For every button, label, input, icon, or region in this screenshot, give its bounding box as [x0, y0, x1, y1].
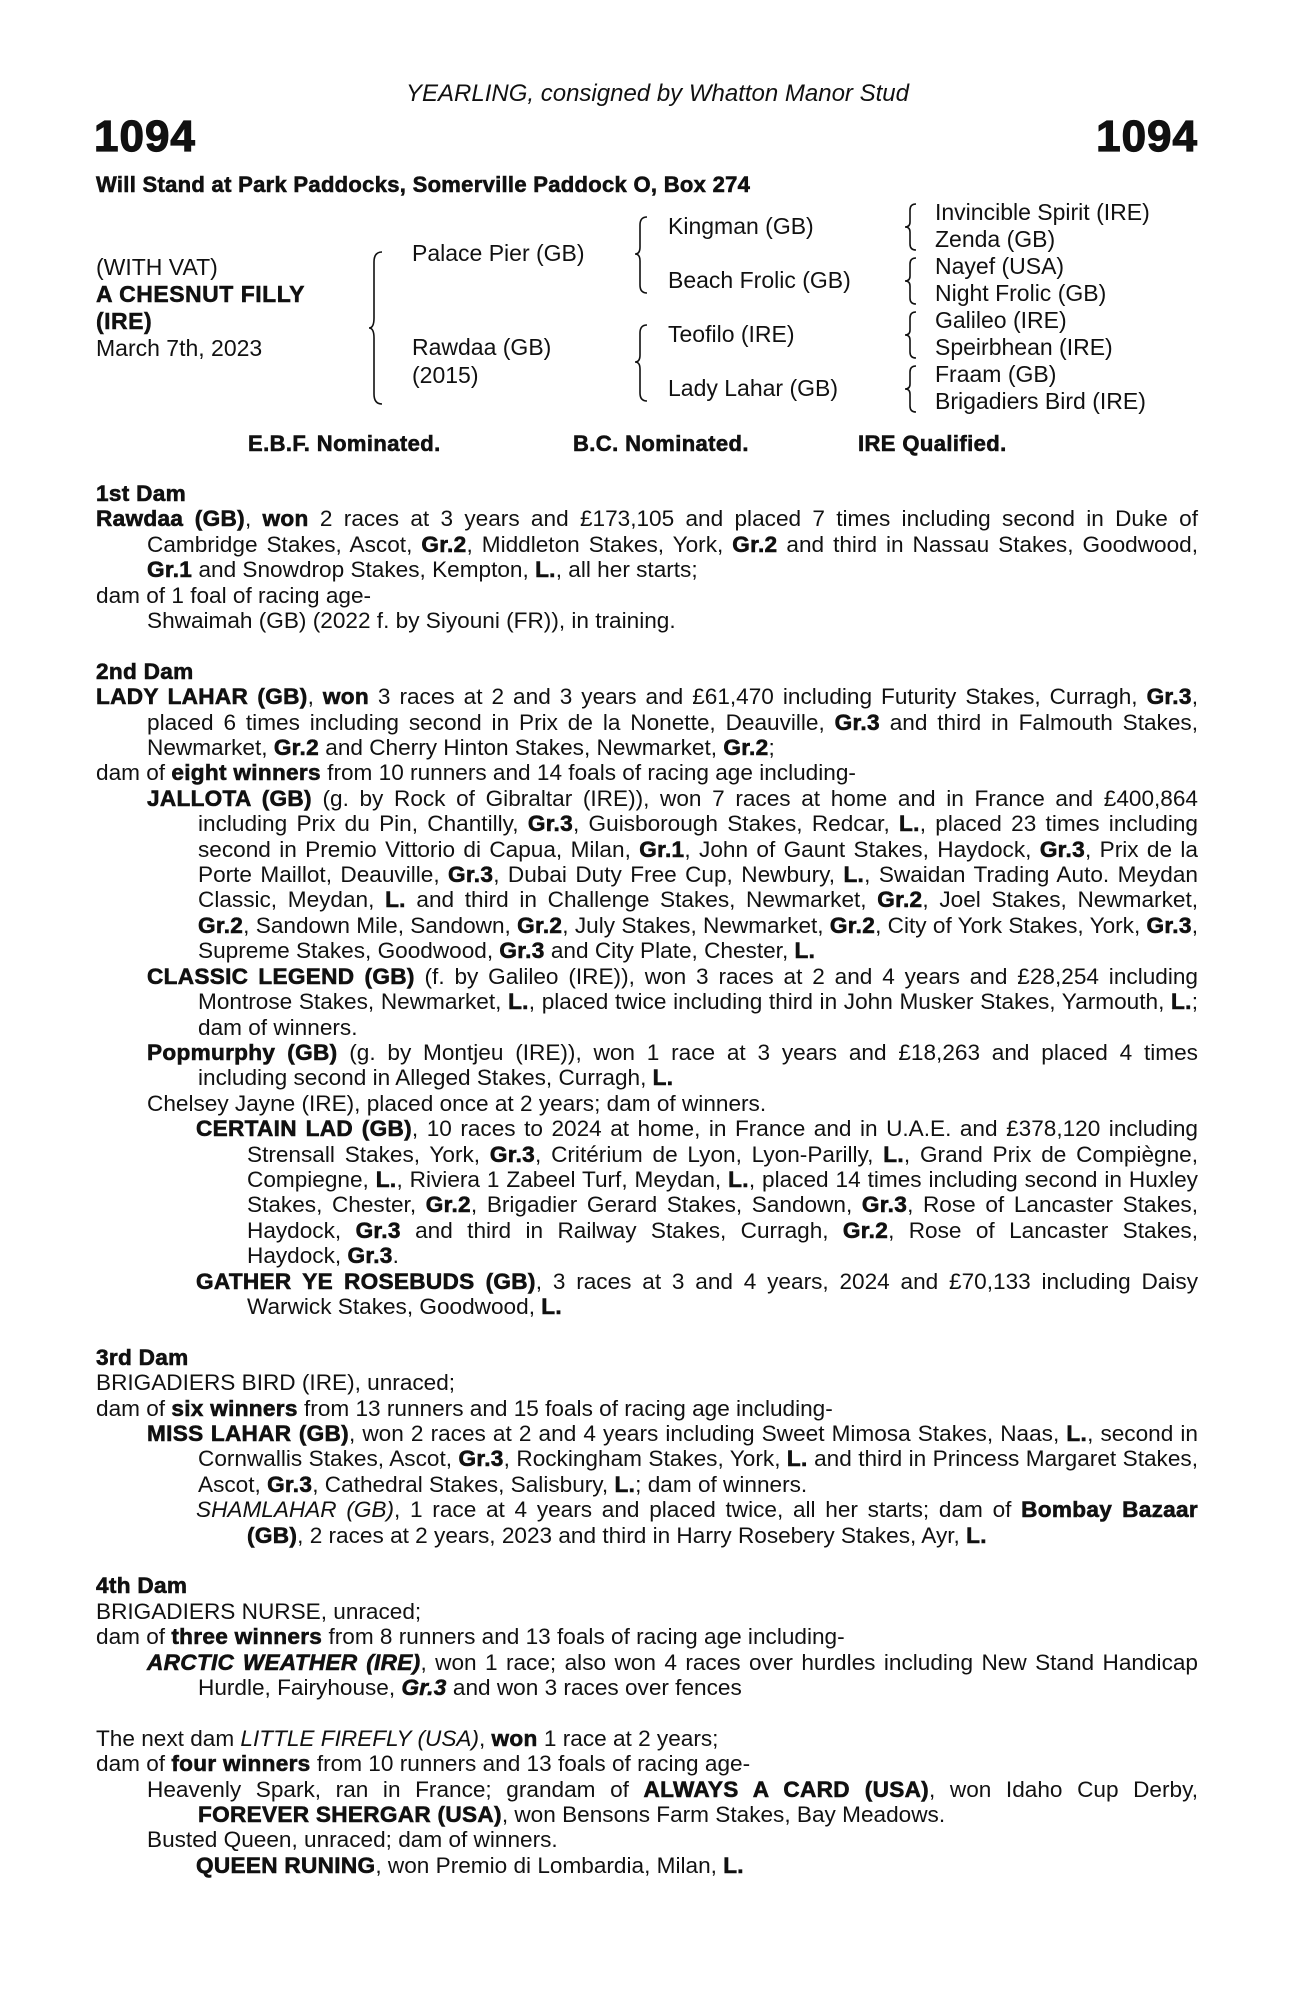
emphasis-text: Gr.3	[448, 862, 494, 888]
entry-text: 3 races at 2 and 3 years and £61,470 including Futurity Stakes, Curragh,	[368, 684, 1147, 710]
pedigree-gen3: Nayef (USA)	[935, 253, 1065, 279]
emphasis-text: L.	[966, 1522, 987, 1548]
pedigree-gen3: Speirbhean (IRE)	[935, 334, 1113, 360]
entry-text: , Joel Stakes, Newmarket,	[922, 887, 1198, 913]
emphasis-text: Gr.3	[861, 1192, 908, 1218]
entry-text: ,	[478, 1725, 492, 1751]
entry-text: , 3 races at 3 and 4 years, 2024 and £70,133 including Daisy Warwick Stakes, Goodwood,	[247, 1268, 1198, 1319]
entry-text: and third in Railway Stakes, Curragh,	[400, 1217, 843, 1243]
emphasis-text: won	[262, 506, 309, 532]
emphasis-text: Gr.3	[458, 1446, 504, 1472]
emphasis-text: four winners	[171, 1751, 311, 1777]
dam-section	[96, 1345, 1198, 1548]
emphasis-text: L.	[794, 938, 816, 964]
entry-text: , placed 14 times including second in Huxley Stakes, Chester,	[247, 1166, 1198, 1218]
pedigree-gen2: Teofilo (IRE)	[668, 321, 795, 347]
emphasis-text: Gr.3	[1146, 684, 1192, 710]
entry-text: , 10 races to 2024 at home, in France and in U.A.E. and £378,120 including Strensall Stakes, York,	[247, 1116, 1198, 1167]
dam-section	[96, 481, 1198, 633]
catalogue-header: YEARLING, consigned by Whatton Manor Stud	[406, 80, 909, 107]
entry-text: dam of 1 foal of racing age-	[96, 582, 372, 608]
emphasis-text: Gr.3	[834, 709, 880, 735]
pedigree-gen3: Brigadiers Bird (IRE)	[935, 388, 1146, 414]
entry-text: Busted Queen, unraced; dam of winners.	[147, 1827, 558, 1853]
entry-text: ; dam of winners.	[198, 989, 1198, 1040]
entry-text: and City Plate, Chester,	[544, 938, 795, 964]
dam-section	[96, 1573, 1198, 1700]
emphasis-text: Gr.2	[732, 531, 778, 557]
record-entry	[96, 1370, 1198, 1395]
entry-text: and third in Nassau Stakes, Goodwood,	[777, 531, 1199, 557]
entry-text: (f. by Galileo (IRE)), won 3 races at 2 and 4 years and £28,254 including Montrose Stakes, Newmarket,	[198, 963, 1198, 1015]
emphasis-text: three winners	[171, 1624, 323, 1650]
emphasis-text: Gr.2	[829, 912, 876, 938]
entry-text: , 2 races at 2 years, 2023 and third in Harry Rosebery Stakes, Ayr,	[297, 1522, 967, 1548]
entry-text: from 10 runners and 13 foals of racing age-	[310, 1751, 751, 1777]
emphasis-text: LITTLE FIREFLY (USA)	[240, 1725, 479, 1751]
section-heading: 3rd Dam	[96, 1344, 189, 1370]
entry-text: (g. by Rock of Gibraltar (IRE)), won 7 races at home and in France and £400,864 including Prix du Pin, Chantilly,	[198, 785, 1198, 837]
emphasis-text: FOREVER SHERGAR (USA)	[198, 1802, 502, 1828]
section-heading: 2nd Dam	[96, 658, 194, 684]
emphasis-text: six winners	[171, 1395, 298, 1421]
entry-text: , Rose of Lancaster Stakes, Haydock,	[247, 1217, 1199, 1269]
section-heading: 4th Dam	[96, 1573, 188, 1599]
emphasis-text: L.	[786, 1446, 808, 1472]
record-entry	[96, 1396, 1198, 1421]
entry-text: , Sandown Mile, Sandown,	[243, 912, 518, 938]
emphasis-text: L.	[614, 1471, 636, 1497]
entry-text: , won Idaho Cup Derby,	[929, 1776, 1198, 1802]
emphasis-text: L.	[541, 1293, 562, 1319]
pedigree-dam-year: (2015)	[412, 362, 479, 388]
entry-text: , 1 race at 4 years and placed twice, all her starts; dam of	[394, 1497, 1022, 1523]
brace-gen3	[904, 256, 920, 306]
emphasis-text: Gr.1	[147, 557, 193, 583]
entry-text: .	[392, 1243, 399, 1269]
dam-section	[96, 659, 1198, 1320]
stand-info: Will Stand at Park Paddocks, Somerville Paddock O, Box 274	[96, 172, 751, 197]
pedigree-gen3: Galileo (IRE)	[935, 307, 1067, 333]
emphasis-text: L.	[843, 862, 865, 888]
record-entry	[96, 1091, 1198, 1116]
record-entry	[96, 506, 1198, 582]
pedigree-dam: Rawdaa (GB)	[412, 334, 552, 360]
entry-text: and third in Challenge Stakes, Newmarket,	[405, 887, 878, 913]
emphasis-text: Gr.2	[723, 735, 769, 761]
entry-text: , second in Cornwallis Stakes, Ascot,	[198, 1421, 1198, 1472]
emphasis-text: Gr.3	[489, 1141, 536, 1167]
entry-text: , placed 23 times including second in Premio Vittorio di Capua, Milan,	[198, 811, 1198, 862]
emphasis-text: Gr.2	[842, 1217, 889, 1243]
pedigree-gen2: Beach Frolic (GB)	[668, 267, 851, 293]
lot-name: A CHESNUT FILLY	[96, 281, 305, 307]
brace-dam	[634, 323, 652, 403]
entry-text: dam of	[96, 760, 172, 786]
emphasis-text: JALLOTA (GB)	[147, 785, 312, 811]
emphasis-text: Gr.1	[639, 836, 685, 862]
foaling-date: March 7th, 2023	[96, 335, 263, 361]
entry-text: , City of York Stakes, York,	[875, 912, 1147, 938]
emphasis-text: Gr.2	[198, 912, 244, 938]
emphasis-text: eight winners	[171, 760, 321, 786]
emphasis-text: Popmurphy (GB)	[147, 1039, 338, 1065]
entry-text: , placed twice including third in John Musker Stakes, Yarmouth,	[528, 989, 1172, 1015]
brace-sire	[634, 215, 652, 295]
emphasis-text: Gr.2	[421, 531, 467, 557]
record-entry	[96, 684, 1198, 760]
entry-text: , won 2 races at 2 and 4 years including Sweet Mimosa Stakes, Naas,	[348, 1421, 1067, 1446]
entry-text: dam of	[96, 1395, 172, 1421]
entry-text: , Supreme Stakes, Goodwood,	[198, 912, 1198, 964]
entry-text: ,	[307, 684, 323, 710]
record-entry	[96, 1726, 1198, 1751]
ire-qualification: IRE Qualified.	[858, 431, 1007, 456]
entry-text: from 13 runners and 15 foals of racing age including-	[297, 1395, 833, 1421]
entry-text: BRIGADIERS BIRD (IRE), unraced;	[96, 1370, 456, 1396]
entry-text: , July Stakes, Newmarket,	[562, 912, 830, 938]
pedigree-sire: Palace Pier (GB)	[412, 240, 585, 266]
emphasis-text: LADY LAHAR (GB)	[96, 684, 308, 710]
emphasis-text: L.	[385, 887, 406, 913]
emphasis-text: CERTAIN LAD (GB)	[196, 1116, 412, 1142]
record-entry	[96, 1777, 1198, 1828]
emphasis-text: L.	[1171, 989, 1192, 1015]
entry-text: ,	[244, 506, 263, 532]
pedigree-gen3: Night Frolic (GB)	[935, 280, 1107, 306]
entry-text: Shwaimah (GB) (2022 f. by Siyouni (FR)), in training.	[147, 608, 676, 634]
dam-section	[96, 1726, 1198, 1878]
emphasis-text: Gr.3	[401, 1675, 447, 1701]
entry-text: and third in Princess Margaret Stakes, Ascot,	[198, 1446, 1198, 1497]
emphasis-text: L.	[728, 1166, 749, 1192]
ebf-nomination: E.B.F. Nominated.	[248, 431, 441, 456]
entry-text: and third in Falmouth Stakes, Newmarket,	[147, 709, 1198, 761]
entry-text: ;	[768, 735, 775, 761]
entry-text: , Riviera 1 Zabeel Turf, Meydan,	[396, 1166, 729, 1192]
emphasis-text: ALWAYS A CARD (USA)	[643, 1776, 930, 1802]
entry-text: , Middleton Stakes, York,	[466, 531, 733, 557]
pedigree-gen2: Kingman (GB)	[668, 213, 814, 239]
entry-text: , John of Gaunt Stakes, Haydock,	[684, 836, 1040, 862]
emphasis-text: ARCTIC WEATHER (IRE)	[147, 1649, 421, 1675]
entry-text: , Grand Prix de Compiègne, Compiegne,	[247, 1141, 1198, 1192]
emphasis-text: Gr.3	[1146, 912, 1192, 938]
emphasis-text: Gr.3	[355, 1217, 401, 1243]
entry-text: , Guisborough Stakes, Redcar,	[573, 811, 900, 837]
record-entry	[96, 1827, 1198, 1852]
record-entry	[96, 1599, 1198, 1624]
entry-text: , Brigadier Gerard Stakes, Sandown,	[470, 1192, 862, 1218]
emphasis-text: Gr.3	[527, 811, 573, 837]
record-entry	[96, 964, 1198, 1040]
emphasis-text: Gr.2	[517, 912, 563, 938]
entry-text: The next dam	[96, 1725, 241, 1751]
record-entry	[96, 760, 1198, 785]
record-entry	[96, 1497, 1198, 1548]
entry-text: (g. by Montjeu (IRE)), won 1 race at 3 years and £18,263 and placed 4 times including second in Alleged Stakes, Curragh,	[198, 1039, 1198, 1091]
entry-text: , Rockingham Stakes, York,	[503, 1446, 787, 1472]
record-entry	[96, 1040, 1198, 1091]
lot-number-right: 1094	[1096, 112, 1198, 161]
entry-text: , Cathedral Stakes, Salisbury,	[312, 1471, 615, 1497]
brace-gen3	[904, 310, 920, 360]
record-entry	[96, 1650, 1198, 1701]
entry-text: and Cherry Hinton Stakes, Newmarket,	[318, 735, 724, 761]
emphasis-text: Rawdaa (GB)	[96, 506, 245, 532]
emphasis-text: Gr.2	[273, 735, 319, 761]
emphasis-text: SHAMLAHAR (GB)	[196, 1497, 395, 1523]
emphasis-text: L.	[723, 1852, 744, 1878]
entry-text: Chelsey Jayne (IRE), placed once at 2 years; dam of winners.	[147, 1090, 767, 1116]
entry-text: , Critérium de Lyon, Lyon-Parilly,	[535, 1141, 884, 1167]
record-entry	[96, 1624, 1198, 1649]
emphasis-text: Gr.2	[425, 1192, 471, 1218]
entry-text: , won 1 race; also won 4 races over hurdles including New Stand Handicap Hurdle, Fairyhouse,	[198, 1649, 1198, 1701]
entry-text: from 8 runners and 13 foals of racing age including-	[322, 1624, 845, 1650]
emphasis-text: L.	[375, 1166, 397, 1192]
pedigree-gen3: Fraam (GB)	[935, 361, 1057, 387]
record-entry	[96, 1116, 1198, 1268]
vat-note: (WITH VAT)	[96, 254, 218, 280]
record-entry	[96, 786, 1198, 964]
brace-gen3	[904, 364, 920, 414]
entry-text: 1 race at 2 years;	[537, 1725, 719, 1751]
entry-text: and Snowdrop Stakes, Kempton,	[192, 557, 536, 583]
bc-nomination: B.C. Nominated.	[573, 431, 749, 456]
emphasis-text: MISS LAHAR (GB)	[147, 1421, 349, 1446]
emphasis-text: QUEEN RUNING	[196, 1852, 376, 1878]
entry-text: , Dubai Duty Free Cup, Newbury,	[493, 862, 844, 888]
record-entry	[96, 583, 1198, 608]
entry-text: , Swaidan Trading Auto. Meydan Classic, Meydan,	[198, 862, 1198, 913]
emphasis-text: L.	[1066, 1421, 1088, 1446]
entry-text: dam of	[96, 1624, 172, 1650]
emphasis-text: L.	[535, 557, 556, 583]
emphasis-text: Bombay Bazaar (GB)	[247, 1497, 1199, 1548]
emphasis-text: Gr.3	[347, 1243, 393, 1269]
entry-text: , all her starts;	[555, 557, 698, 583]
emphasis-text: L.	[508, 989, 529, 1015]
lot-number-left: 1094	[94, 112, 196, 161]
section-heading: 1st Dam	[96, 481, 187, 506]
pedigree-gen2: Lady Lahar (GB)	[668, 375, 839, 401]
entry-text: and won 3 races over fences	[446, 1675, 742, 1701]
record-entry	[96, 608, 1198, 633]
record-entry	[96, 1421, 1198, 1497]
emphasis-text: won	[322, 684, 369, 710]
emphasis-text: Gr.3	[499, 938, 545, 964]
entry-text: from 10 runners and 14 foals of racing age including-	[320, 760, 856, 786]
entry-text: , won Bensons Farm Stakes, Bay Meadows.	[501, 1802, 946, 1828]
pedigree-gen3: Zenda (GB)	[935, 226, 1056, 252]
brace-gen3	[904, 202, 920, 252]
produce-record	[96, 481, 1198, 1904]
entry-text: 2 races at 3 years and £173,105 and placed 7 times including second in Duke of Cambridge Stakes, Ascot,	[147, 506, 1198, 557]
pedigree-gen3: Invincible Spirit (IRE)	[935, 199, 1150, 225]
emphasis-text: L.	[899, 811, 920, 837]
record-entry	[96, 1269, 1198, 1320]
entry-text: ; dam of winners.	[635, 1471, 808, 1497]
entry-text: dam of	[96, 1751, 172, 1777]
emphasis-text: Gr.2	[877, 887, 923, 913]
brace-main	[368, 250, 388, 406]
emphasis-text: GATHER YE ROSEBUDS (GB)	[196, 1268, 536, 1294]
lot-name-origin: (IRE)	[96, 308, 153, 334]
emphasis-text: won	[491, 1725, 538, 1751]
record-entry	[96, 1751, 1198, 1776]
emphasis-text: L.	[652, 1065, 674, 1091]
entry-text: Heavenly Spark, ran in France; grandam of	[147, 1776, 644, 1802]
emphasis-text: Gr.3	[267, 1471, 313, 1497]
emphasis-text: L.	[883, 1141, 904, 1167]
entry-text: , placed 6 times including second in Prix de la Nonette, Deauville,	[147, 684, 1199, 735]
entry-text: , Rose of Lancaster Stakes, Haydock,	[247, 1192, 1199, 1243]
entry-text: BRIGADIERS NURSE, unraced;	[96, 1598, 422, 1624]
emphasis-text: Gr.3	[1039, 836, 1085, 862]
emphasis-text: CLASSIC LEGEND (GB)	[147, 963, 415, 989]
entry-text: , Prix de la Porte Maillot, Deauville,	[198, 836, 1198, 888]
record-entry	[96, 1853, 1198, 1878]
entry-text: , won Premio di Lombardia, Milan,	[375, 1852, 724, 1878]
